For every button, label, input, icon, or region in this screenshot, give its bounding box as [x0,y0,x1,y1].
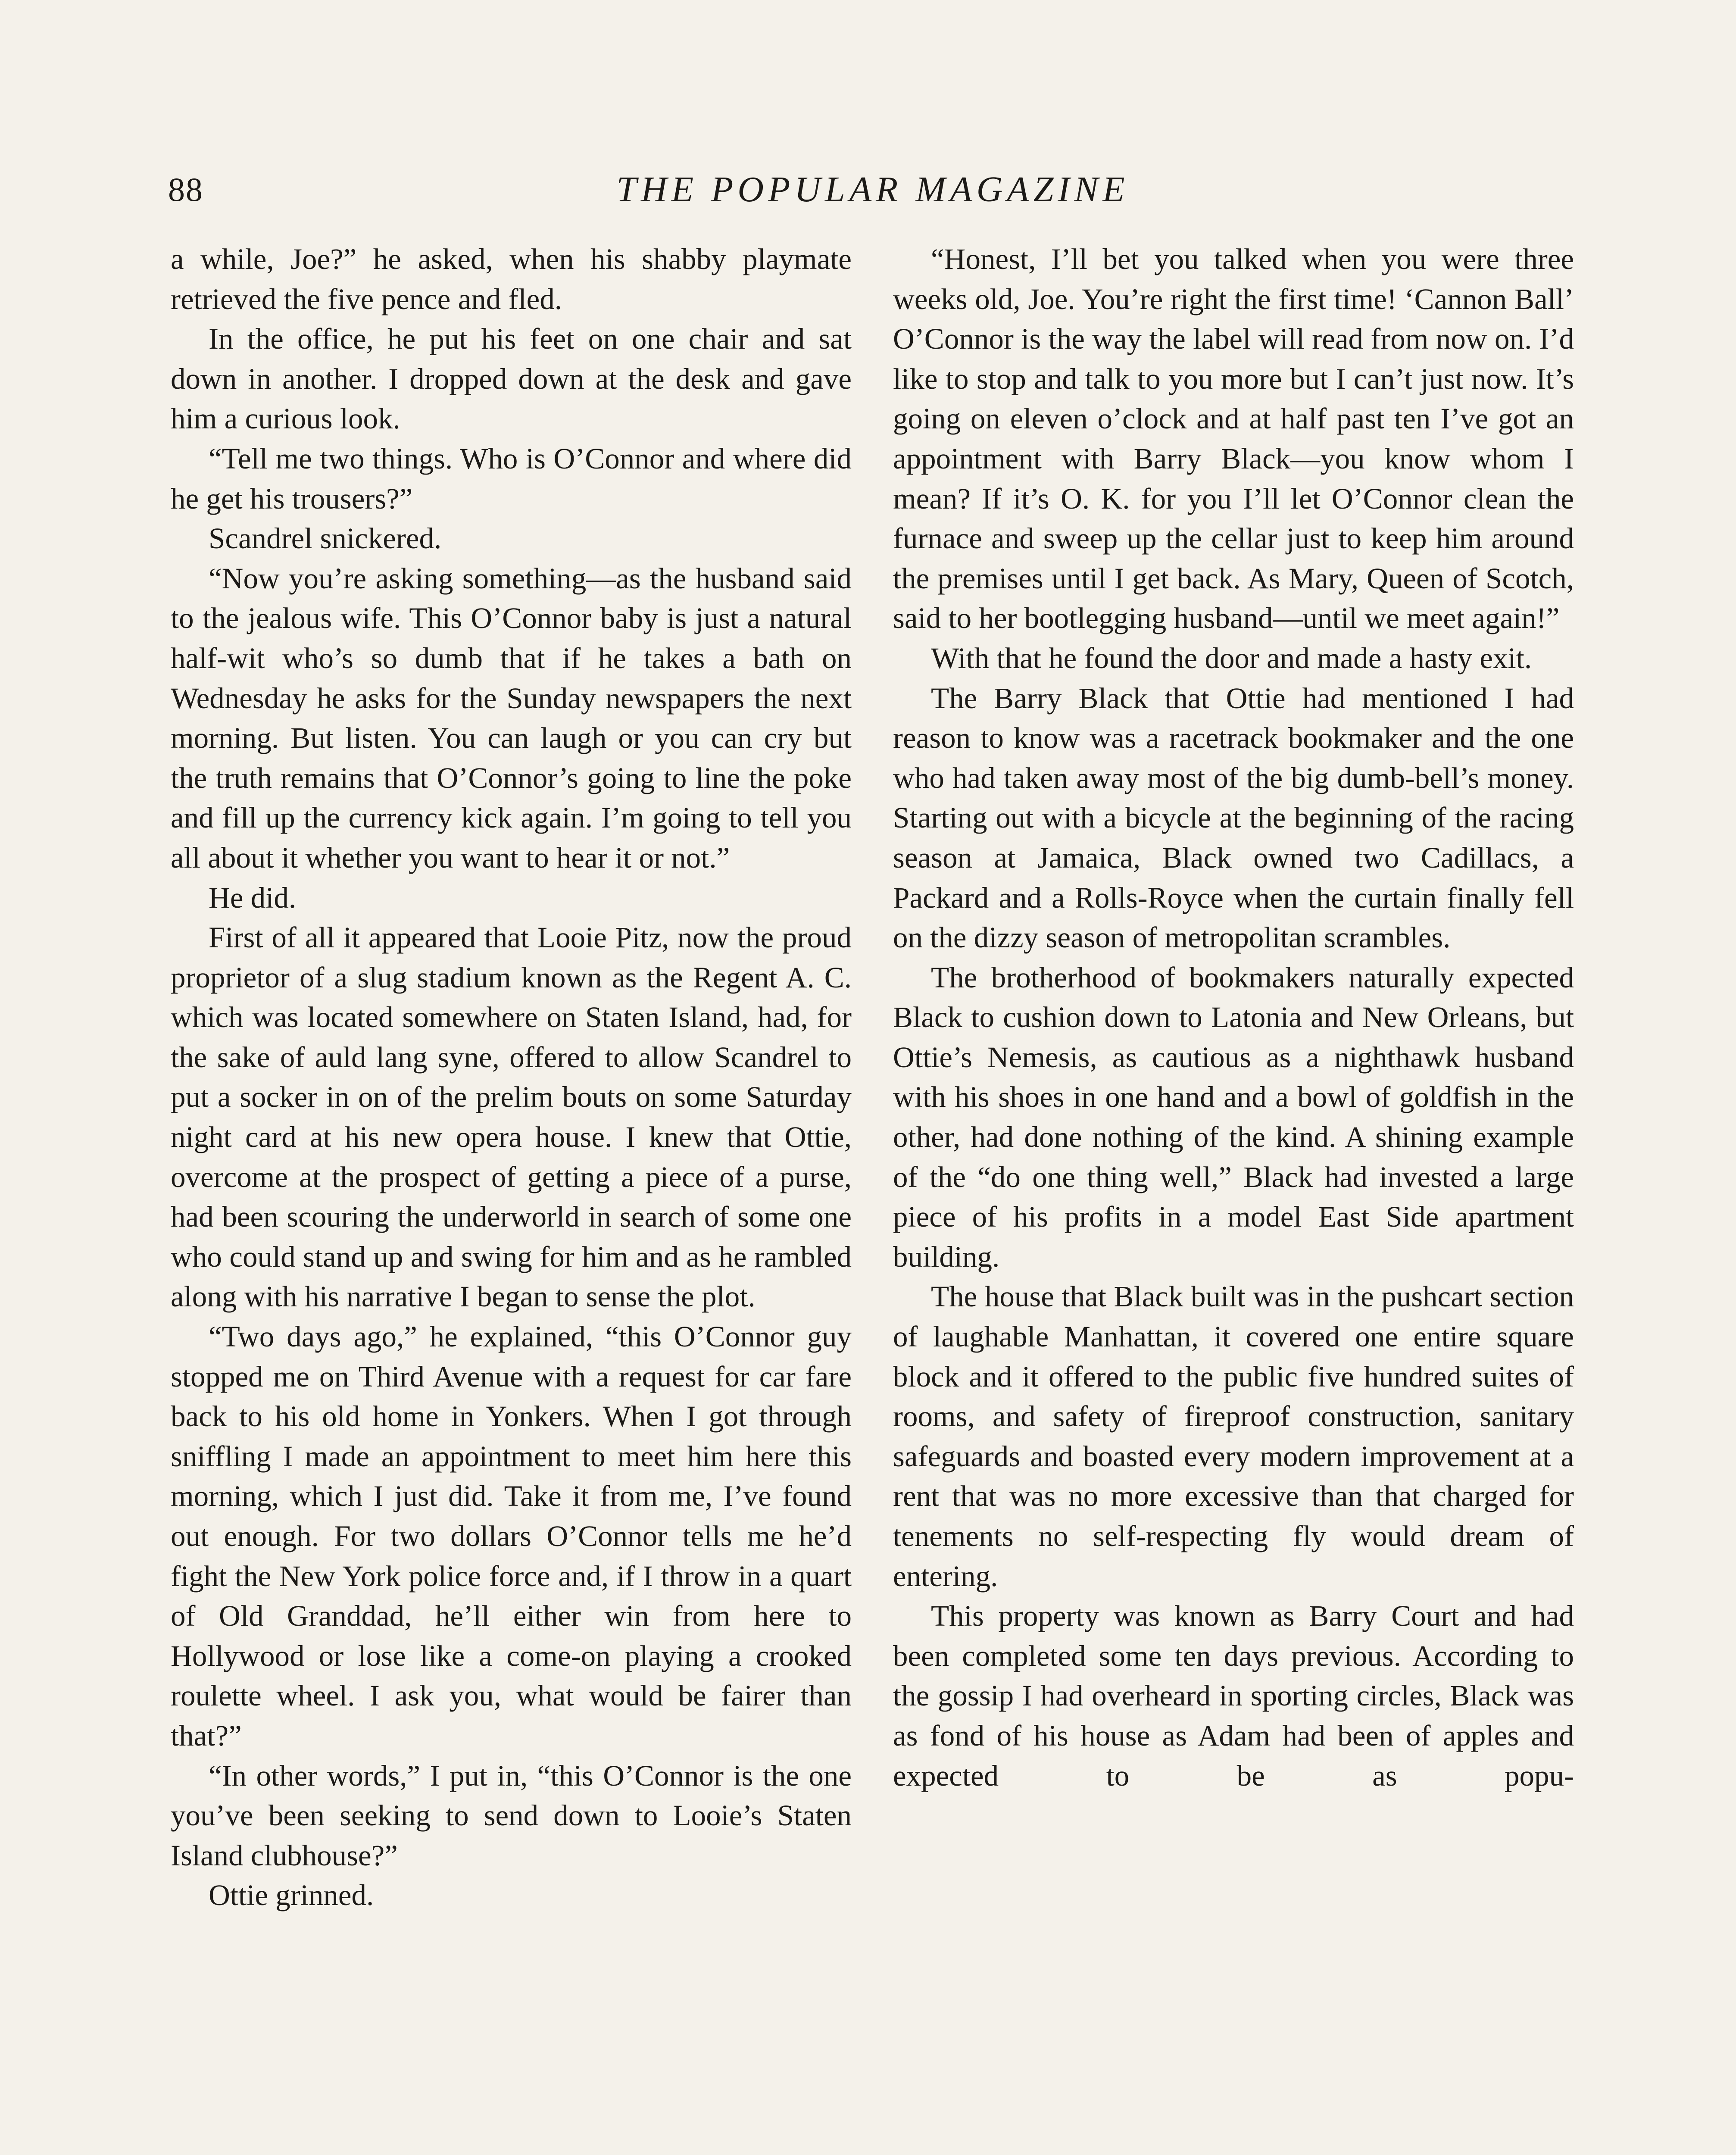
paragraph: “Honest, I’ll bet you talked when you were three weeks old, Joe. You’re right the first time! ‘Cannon Ball’ O’Connor is the way the label will read from now on. I’d like to stop and talk to you more but I can’t just now. It’s going on eleven o’clock and at half past ten I’ve got an appointment with Barry Black—you know whom I mean? If it’s O. K. for you I’ll let O’Connor clean the furnace and sweep up the cellar just to keep him around the premises until I get back. As Mary, Queen of Scotch, said to her bootlegging husband—until we meet again!” [893,243,1574,635]
paragraph: Scandrel snickered. [209,522,442,555]
paragraph: The Barry Black that Ottie had mentioned I had reason to know was a racetrack bookmaker and the one who had taken away most of the big dumb-bell’s money. Starting out with a bicycle at the beginning of the racing season at Jamaica, Black owned two Cadillacs, a Packard and a Rolls-Royce when the curtain finally fell on the dizzy season of metropolitan scrambles. [893,681,1574,954]
paragraph: First of all it appeared that Looie Pitz, now the proud proprietor of a slug stadium known as the Regent A. C. which was located somewhere on Staten Island, had, for the sake of auld lang syne, offered to allow Scandrel to put a socker in on of the prelim bouts on some Saturday night card at his new opera house. I knew that Ottie, overcome at the prospect of getting a piece of a purse, had been scouring the underworld in search of some one who could stand up and swing for him and as he rambled along with his narrative I began to sense the plot. [171,921,852,1313]
left-column [171,239,852,1915]
paragraph: “Now you’re asking something—as the husband said to the jealous wife. This O’Connor baby is just a natural half-wit who’s so dumb that if he takes a bath on Wednesday he asks for the Sunday newspapers the next morning. But listen. You can laugh or you can cry but the truth remains that O’Connor’s going to line the poke and fill up the currency kick again. I’m going to tell you all about it whether you want to hear it or not.” [171,562,852,874]
paragraph: “Tell me two things. Who is O’Connor and where did he get his trousers?” [171,442,852,515]
paragraph: The house that Black built was in the pushcart section of laughable Manhattan, it covered one entire square block and it offered to the public five hundred suites of rooms, and safety of fireproof construction, sanitary safeguards and boasted every modern improvement at a rent that was no more excessive than that charged for tenements no self-respecting fly would dream of entering. [893,1280,1574,1593]
paragraph: He did. [209,881,297,914]
page-number: 88 [168,171,203,208]
paragraph: Ottie grinned. [209,1879,374,1912]
paragraph: a while, Joe?” he asked, when his shabby playmate retrieved the five pence and fled. [171,243,852,315]
paragraph: With that he found the door and made a hasty exit. [931,641,1532,675]
page-header [168,166,1577,213]
paragraph: “Two days ago,” he explained, “this O’Connor guy stopped me on Third Avenue with a request for car fare back to his old home in Yonkers. When I got through sniffling I made an appointment to meet him here this morning, which I just did. Take it from me, I’ve found out enough. For two dollars O’Connor tells me he’d fight the New York police force and, if I throw in a quart of Old Granddad, he’ll either win from here to Hollywood or lose like a come-on playing a crooked roulette wheel. I ask you, what would be fairer than that?” [171,1320,852,1752]
right-column [893,239,1574,1796]
paragraph: “In other words,” I put in, “this O’Connor is the one you’ve been seeking to send down to Looie’s Staten Island clubhouse?” [171,1759,852,1872]
paragraph: In the office, he put his feet on one chair and sat down in another. I dropped down at the desk and gave him a curious look. [171,322,852,435]
paragraph: This property was known as Barry Court and had been completed some ten days previous. According to the gossip I had overheard in sporting circles, Black was as fond of his house as Adam had been of apples and expected to be as popu- [893,1599,1574,1792]
paragraph: The brotherhood of bookmakers naturally expected Black to cushion down to Latonia and New Orleans, but Ottie’s Nemesis, as cautious as a nighthawk husband with his shoes in one hand and a bowl of goldfish in the other, had done nothing of the kind. A shining example of the “do one thing well,” Black had invested a large piece of his profits in a model East Side apartment building. [893,961,1574,1273]
magazine-title: THE POPULAR MAGAZINE [616,169,1129,209]
